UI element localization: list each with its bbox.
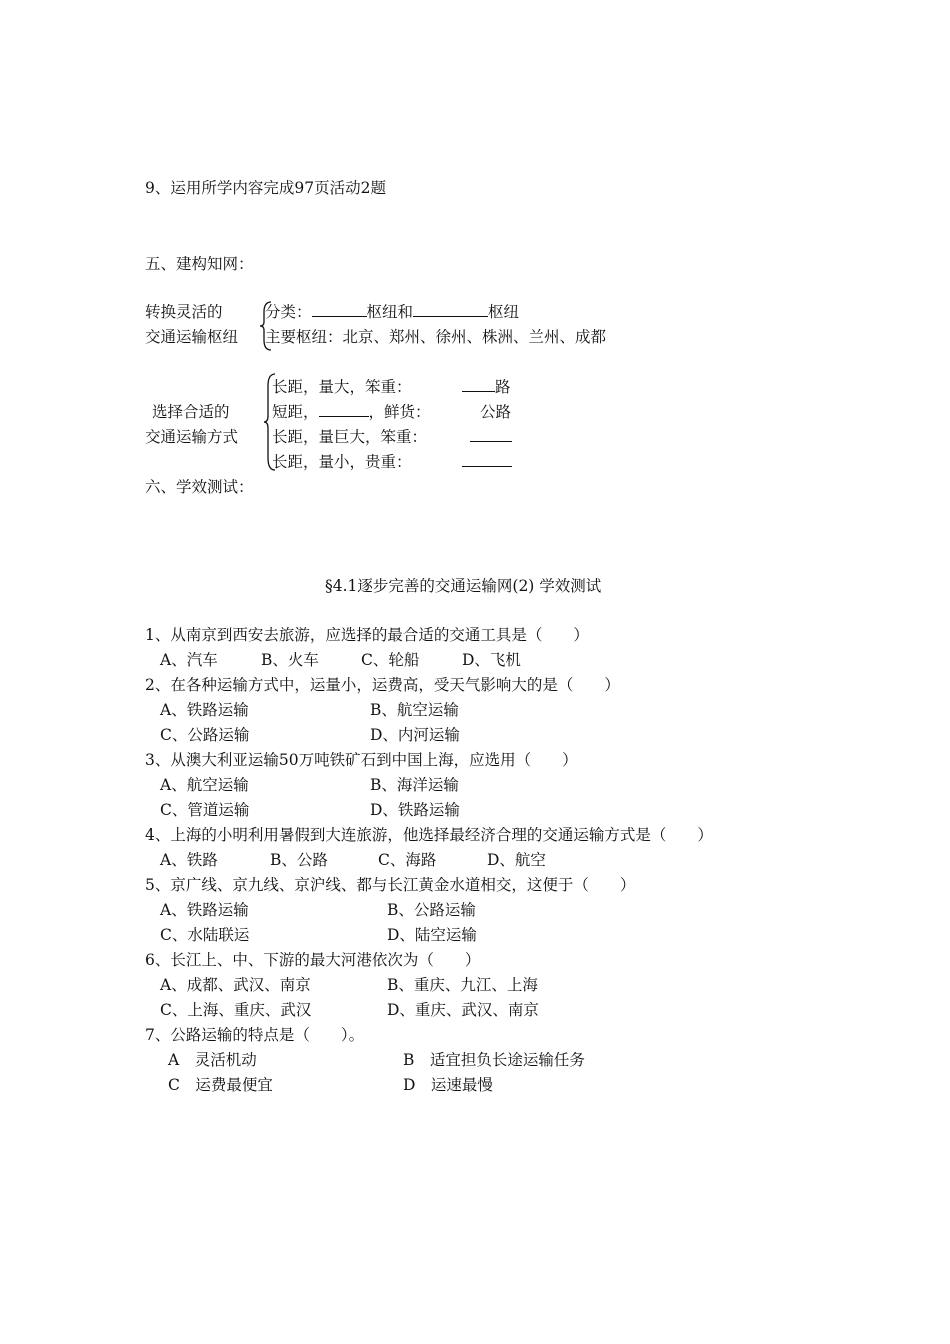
q2-option-d: D、内河运输 bbox=[370, 726, 460, 744]
q5-option-c: C、水陆联运 bbox=[160, 926, 250, 944]
question-2: 2、在各种运输方式中，运量小，运费高，受天气影响大的是（ ） bbox=[145, 676, 620, 694]
q3-option-c: C、管道运输 bbox=[160, 801, 250, 819]
q4-option-a: A、铁路 bbox=[160, 851, 218, 869]
q2-option-a: A、铁路运输 bbox=[160, 701, 249, 719]
section-5-heading: 五、建构知网： bbox=[145, 255, 254, 273]
mode-row-3-blank bbox=[470, 427, 512, 447]
question-3: 3、从澳大利亚运输50万吨铁矿石到中国上海，应选用（ ） bbox=[145, 751, 578, 769]
blank-6 bbox=[462, 452, 512, 467]
q3-option-b: B、海洋运输 bbox=[370, 776, 459, 794]
hub-categories-mid: 枢纽和 bbox=[366, 303, 414, 321]
hub-label-line1: 转换灵活的 bbox=[145, 303, 223, 321]
q7-option-a: A 灵活机动 bbox=[168, 1051, 257, 1069]
hub-label-line2: 交通运输枢纽 bbox=[145, 328, 239, 346]
mode-row-1: 长距，量大，笨重： bbox=[272, 378, 412, 396]
q5-option-a: A、铁路运输 bbox=[160, 901, 249, 919]
mode-row-2-a: 短距， bbox=[272, 403, 319, 421]
question-6: 6、长江上、中、下游的最大河港依次为（ ） bbox=[145, 951, 481, 969]
mode-row-2-answer: 公路 bbox=[480, 403, 512, 421]
blank-3 bbox=[462, 377, 495, 392]
question-5: 5、京广线、京九线、京沪线、都与长江黄金水道相交，这便于（ ） bbox=[145, 876, 636, 894]
mode-row-1-answer bbox=[462, 377, 511, 397]
blank-5 bbox=[470, 427, 512, 442]
item-9: 9、运用所学内容完成97页活动2题 bbox=[145, 179, 386, 197]
question-1: 1、从南京到西安去旅游，应选择的最合适的交通工具是（ ） bbox=[145, 626, 589, 644]
mode-row-1-answer-text: 路 bbox=[495, 378, 511, 396]
test-title: §4.1逐步完善的交通运输网(2) 学效测试 bbox=[325, 577, 602, 595]
hub-row-categories bbox=[265, 302, 519, 322]
q6-option-b: B、重庆、九江、上海 bbox=[387, 976, 538, 994]
blank-1 bbox=[312, 302, 367, 317]
q3-option-d: D、铁路运输 bbox=[370, 801, 460, 819]
q1-option-d: D、飞机 bbox=[462, 651, 521, 669]
blank-2 bbox=[413, 302, 488, 317]
q5-option-d: D、陆空运输 bbox=[387, 926, 477, 944]
q3-option-a: A、航空运输 bbox=[160, 776, 249, 794]
q1-option-a: A、汽车 bbox=[160, 651, 218, 669]
q6-option-c: C、上海、重庆、武汉 bbox=[160, 1001, 312, 1019]
hub-categories-post: 枢纽 bbox=[488, 303, 520, 321]
mode-label-line2: 交通运输方式 bbox=[145, 428, 239, 446]
mode-label-line1: 选择合适的 bbox=[152, 403, 230, 421]
question-4: 4、上海的小明利用暑假到大连旅游，他选择最经济合理的交通运输方式是（ ） bbox=[145, 826, 713, 844]
q4-option-d: D、航空 bbox=[487, 851, 546, 869]
section-6-heading: 六、学效测试： bbox=[145, 478, 254, 496]
q7-option-c: C 运费最便宜 bbox=[168, 1076, 273, 1094]
mode-row-2-b: ，鲜货： bbox=[368, 403, 431, 421]
q7-option-b: B 适宜担负长途运输任务 bbox=[403, 1051, 585, 1069]
mode-row-4-blank bbox=[462, 452, 512, 472]
q5-option-b: B、公路运输 bbox=[387, 901, 476, 919]
hub-row-main: 主要枢纽：北京、郑州、徐州、株洲、兰州、成都 bbox=[265, 328, 607, 346]
q1-option-c: C、轮船 bbox=[361, 651, 420, 669]
q4-option-c: C、海路 bbox=[378, 851, 437, 869]
q7-option-d: D 运速最慢 bbox=[403, 1076, 493, 1094]
question-7: 7、公路运输的特点是（ ）。 bbox=[145, 1026, 365, 1044]
q6-option-a: A、成都、武汉、南京 bbox=[160, 976, 311, 994]
q1-option-b: B、火车 bbox=[261, 651, 319, 669]
q2-option-c: C、公路运输 bbox=[160, 726, 250, 744]
mode-row-2 bbox=[272, 402, 431, 422]
mode-row-4: 长距，量小，贵重： bbox=[272, 453, 412, 471]
q2-option-b: B、航空运输 bbox=[370, 701, 459, 719]
q6-option-d: D、重庆、武汉、南京 bbox=[387, 1001, 539, 1019]
mode-row-3: 长距，量巨大，笨重： bbox=[272, 428, 428, 446]
q4-option-b: B、公路 bbox=[270, 851, 328, 869]
blank-4 bbox=[319, 402, 369, 417]
hub-categories-label: 分类： bbox=[265, 303, 312, 321]
